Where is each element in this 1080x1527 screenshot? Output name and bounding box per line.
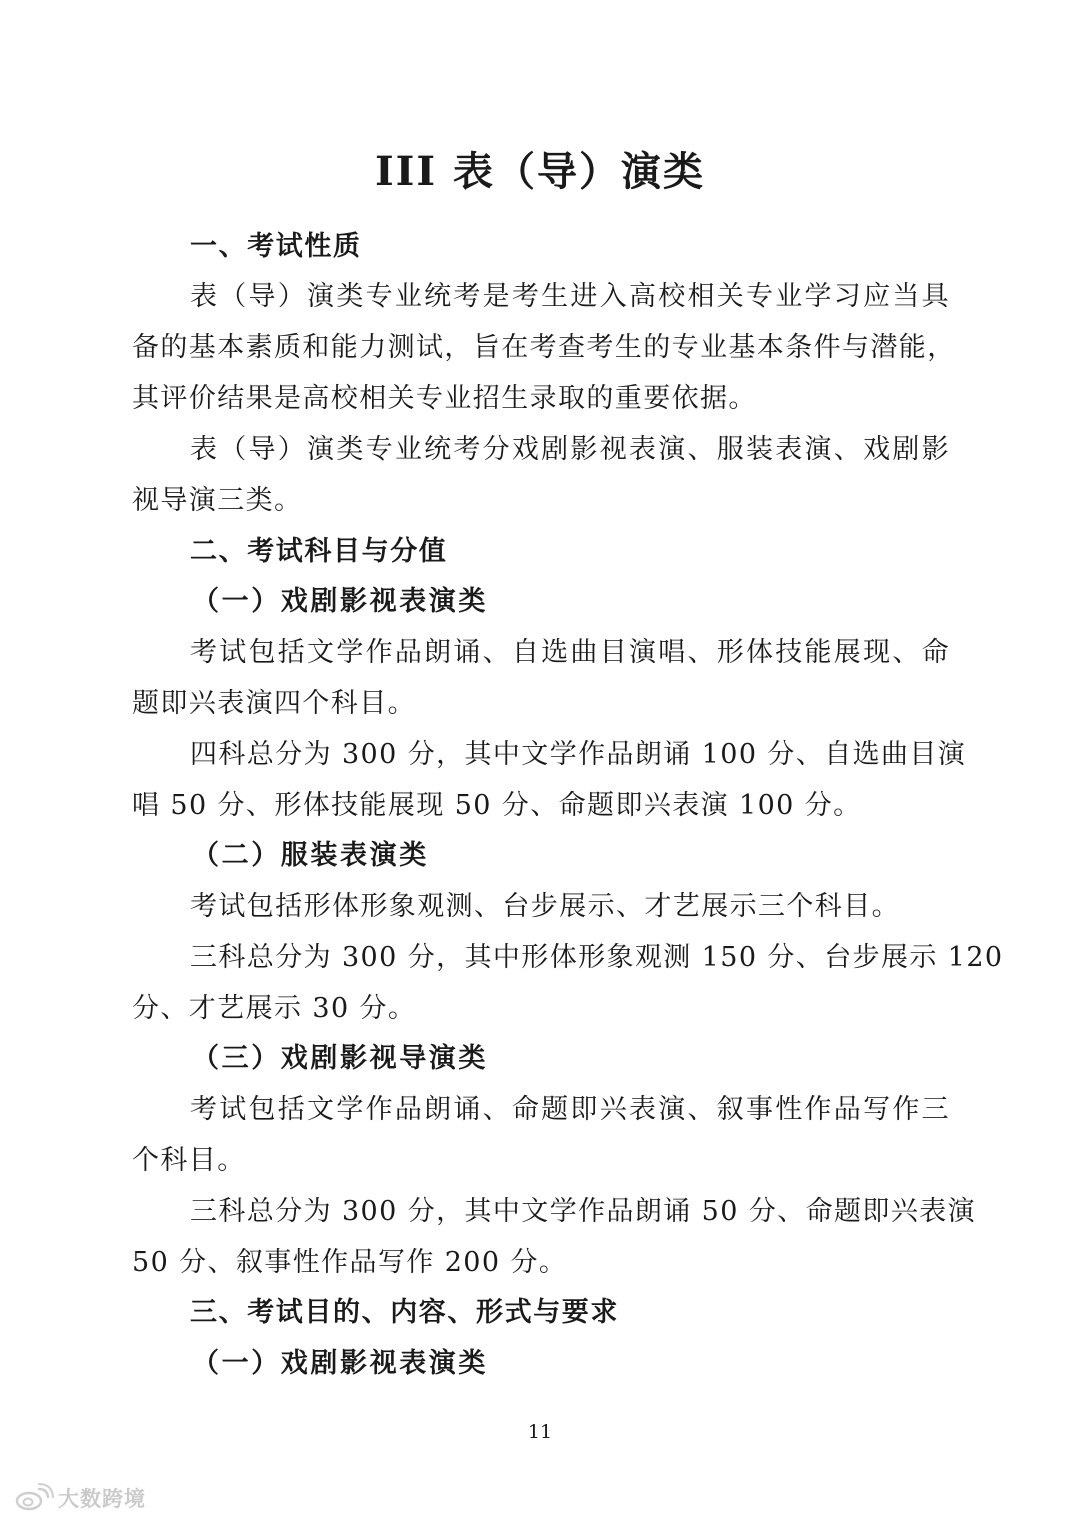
paragraph-line: 三科总分为 300 分，其中文学作品朗诵 50 分、命题即兴表演	[190, 1196, 977, 1227]
page-title: III 表（导）演类	[374, 148, 706, 195]
paragraph-line: 三科总分为 300 分，其中形体形象观测 150 分、台步展示 120	[190, 942, 1004, 973]
paragraph-line: 50 分、叙事性作品写作 200 分。	[132, 1247, 568, 1278]
paragraph-line: 表（导）演类专业统考是考生进入高校相关专业学习应当具	[190, 281, 950, 312]
paragraph-line: 分、才艺展示 30 分。	[132, 993, 417, 1024]
paragraph-line: 考试包括形体形象观测、台步展示、才艺展示三个科目。	[190, 891, 900, 922]
paragraph-line: 四科总分为 300 分，其中文学作品朗诵 100 分、自选曲目演	[190, 739, 967, 770]
paragraph-line: 视导演三类。	[132, 485, 303, 516]
subsection-heading: （一）戏剧影视表演类	[192, 1348, 488, 1379]
paragraph-line: 唱 50 分、形体技能展现 50 分、命题即兴表演 100 分。	[132, 790, 862, 821]
subsection-heading: （二）服装表演类	[192, 840, 429, 871]
weibo-logo-icon	[14, 1483, 54, 1513]
paragraph-line: 备的基本素质和能力测试，旨在考查考生的专业基本条件与潜能，	[132, 332, 956, 363]
paragraph-line: 考试包括文学作品朗诵、自选曲目演唱、形体技能展现、命	[190, 637, 950, 668]
watermark	[14, 1481, 146, 1515]
section-heading-2: 二、考试科目与分值	[190, 536, 448, 567]
subsection-heading: （三）戏剧影视导演类	[192, 1043, 488, 1074]
paragraph-line: 考试包括文学作品朗诵、命题即兴表演、叙事性作品写作三	[190, 1094, 950, 1125]
subsection-heading: （一）戏剧影视表演类	[192, 586, 488, 617]
paragraph-line: 其评价结果是高校相关专业招生录取的重要依据。	[132, 383, 757, 414]
section-heading-3: 三、考试目的、内容、形式与要求	[190, 1297, 619, 1328]
paragraph-line: 个科目。	[132, 1145, 246, 1176]
paragraph-line: 表（导）演类专业统考分戏剧影视表演、服装表演、戏剧影	[190, 434, 950, 465]
watermark-text: 大数跨境	[58, 1487, 146, 1511]
paragraph-line: 题即兴表演四个科目。	[132, 688, 416, 719]
section-heading-1: 一、考试性质	[190, 231, 362, 262]
page-number: 11	[527, 1421, 553, 1443]
